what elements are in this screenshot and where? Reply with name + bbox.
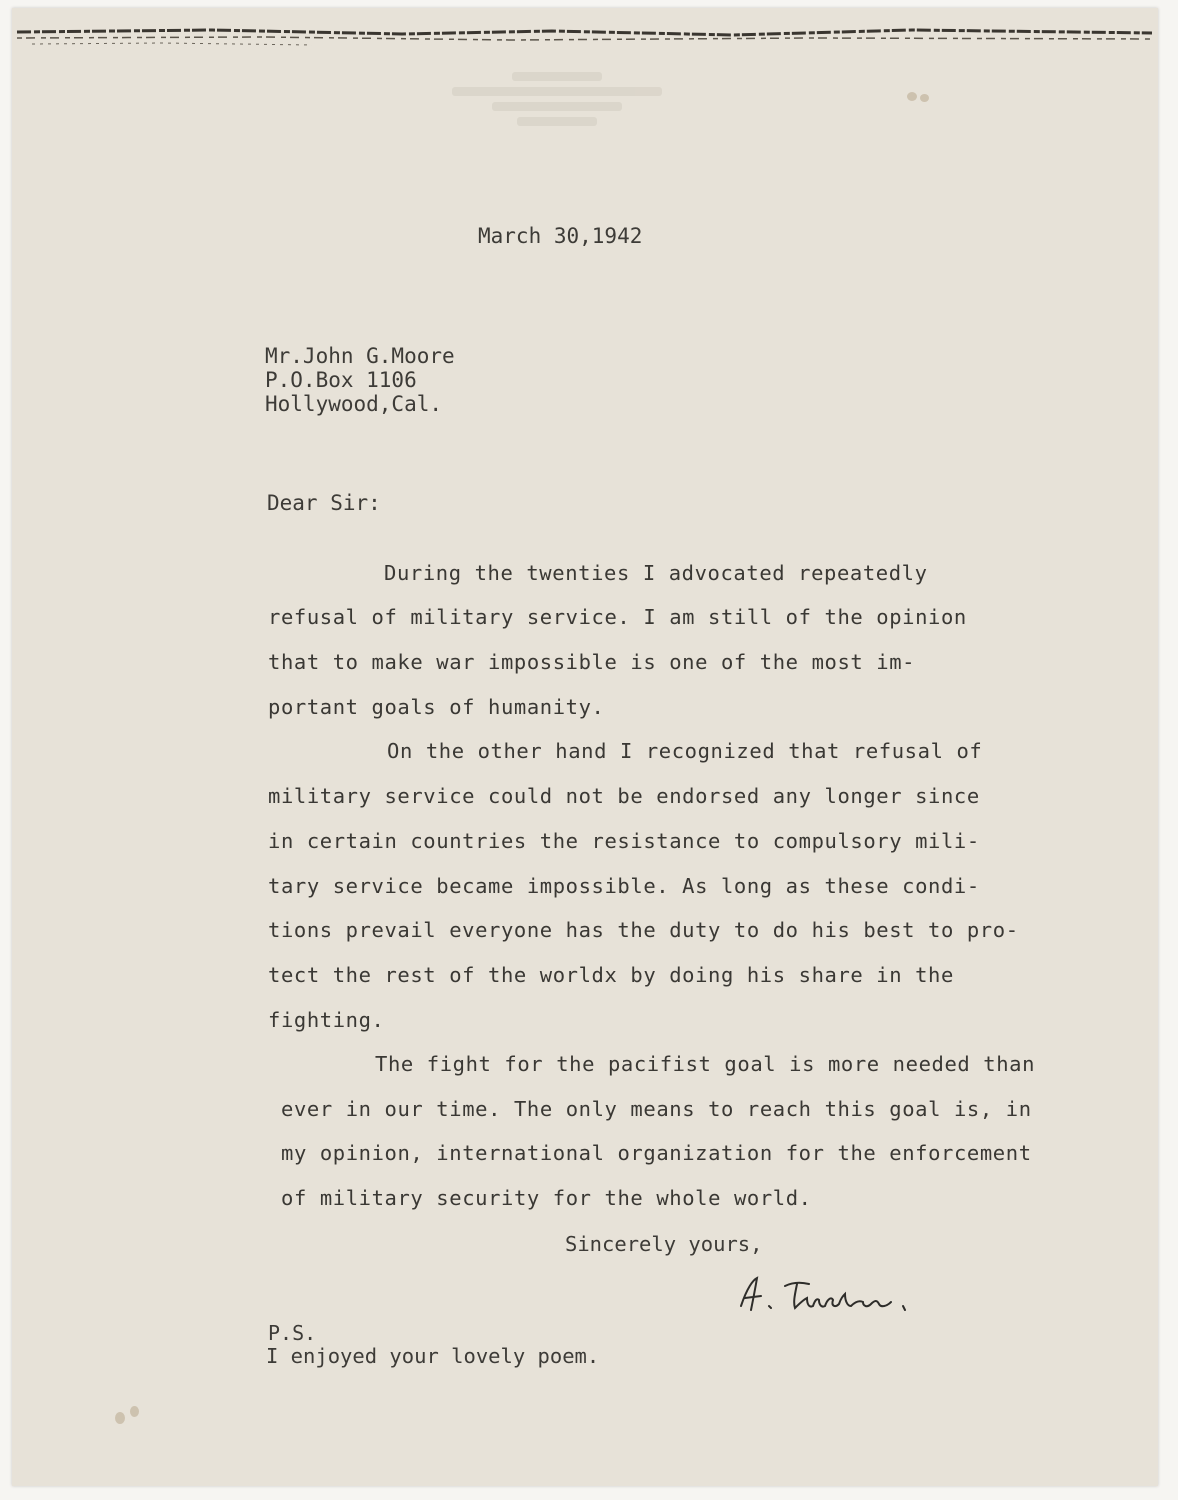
body-line: my opinion, international organization for the enforcement xyxy=(281,1141,1032,1165)
faded-letterhead xyxy=(442,66,672,132)
letter-date: March 30,1942 xyxy=(478,224,643,248)
recipient-name: Mr.John G.Moore xyxy=(265,344,455,368)
body-line: tary service became impossible. As long as these condi- xyxy=(268,874,980,898)
body-line: military service could not be endorsed any longer since xyxy=(268,784,980,808)
paper-stain xyxy=(130,1406,139,1417)
recipient-address xyxy=(265,344,455,416)
recipient-city: Hollywood,Cal. xyxy=(265,392,443,416)
paper-stain xyxy=(920,94,929,102)
closing: Sincerely yours, xyxy=(565,1232,763,1256)
body-line: ever in our time. The only means to reach this goal is, in xyxy=(281,1097,1032,1121)
ps-label: P.S. xyxy=(268,1321,317,1345)
body-line: tect the rest of the worldx by doing his share in the xyxy=(268,963,954,987)
ps-text: I enjoyed your lovely poem. xyxy=(266,1344,600,1368)
body-line: tions prevail everyone has the duty to do his best to pro- xyxy=(268,918,1019,942)
body-line: portant goals of humanity. xyxy=(268,695,605,719)
body-line: that to make war impossible is one of the most im- xyxy=(268,650,916,674)
body-line: fighting. xyxy=(268,1008,385,1032)
letter-page xyxy=(12,8,1158,1486)
paper-stain xyxy=(115,1412,125,1424)
body-line: On the other hand I recognized that refusal of xyxy=(387,739,983,763)
body-line: in certain countries the resistance to compulsory mili- xyxy=(268,829,980,853)
body-line: During the twenties I advocated repeatedly xyxy=(384,561,928,585)
body-line: of military security for the whole world. xyxy=(281,1186,812,1210)
torn-top-edge xyxy=(12,24,1158,52)
recipient-po-box: P.O.Box 1106 xyxy=(265,368,417,392)
paper-stain xyxy=(907,92,917,101)
body-line: The fight for the pacifist goal is more needed than xyxy=(375,1052,1036,1076)
body-line: refusal of military service. I am still of the opinion xyxy=(268,605,967,629)
salutation: Dear Sir: xyxy=(267,491,381,515)
signature xyxy=(727,1270,927,1320)
